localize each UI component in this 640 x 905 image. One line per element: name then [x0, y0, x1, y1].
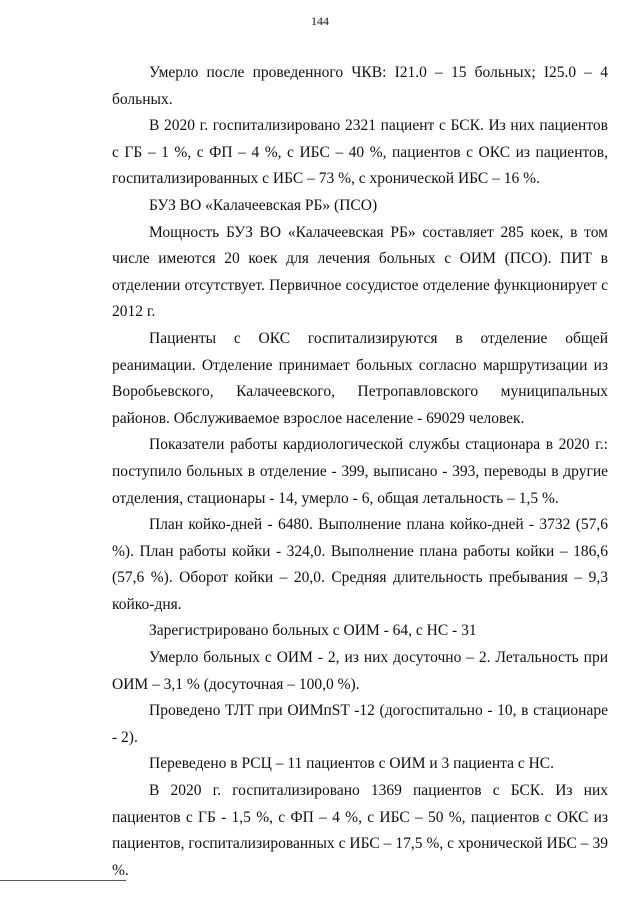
paragraph-registered-patients: Зарегистрировано больных с ОИМ - 64, с НС - 31 — [149, 622, 477, 640]
paragraph-capacity: Мощность БУЗ ВО «Калачеевская РБ» составляет 285 коек, в том числе имеются 20 коек для лечения больных с ОИМ (ПСО). ПИТ в отделении отсутствует. Первичное сосудистое отделение функционирует с 2012 г. — [112, 223, 608, 321]
paragraph-bed-days: План койко-дней - 6480. Выполнение плана койко-дней - 3732 (57,6 %). План работы койки - 324,0. Выполнение плана работы койки – 186,6 (57,6 %). Оборот койки – 20,0. Средняя длительность пребывания – 9,3 койко-дня. — [112, 516, 608, 613]
paragraph-thrombolysis: Проведено ТЛТ при ОИМпST -12 (догоспитально - 10, в стационаре - 2). — [112, 702, 608, 746]
paragraph-pci-deaths: Умерло после проведенного ЧКВ: I21.0 – 15 больных; I25.0 – 4 больных. — [112, 64, 608, 108]
footnote-separator-line — [0, 880, 126, 881]
section-heading-kalacheevskaya: БУЗ ВО «Калачеевская РБ» (ПСО) — [149, 196, 378, 214]
paragraph-transfers: Переведено в РСЦ – 11 пациентов с ОИМ и 3 пациента с НС. — [149, 755, 554, 773]
paragraph-routing: Пациенты с ОКС госпитализируются в отделение общей реанимации. Отделение принимает больных согласно маршрутизации из Воробьевского, Калачеевского, Петропавловского муниципальных районов. Обслуживаемое взрослое население - 69029 человек. — [112, 329, 608, 427]
document-body — [112, 60, 608, 884]
paragraph-mortality: Умерло больных с ОИМ - 2, из них досуточно – 2. Летальность при ОИМ – 3,1 % (досуточная – 100,0 %). — [112, 649, 608, 693]
paragraph-cardiology-indicators: Показатели работы кардиологической службы стационара в 2020 г.: поступило больных в отделение - 399, выписано - 393, переводы в другие отделения, стационары - 14, умерло - 6, общая летальность – 1,5 %. — [112, 436, 608, 507]
paragraph-hospitalization-2020-second: В 2020 г. госпитализировано 1369 пациентов с БСК. Из них пациентов с ГБ - 1,5 %, с ФП – 4 %, с ИБС – 50 %, пациентов с ОКС из пациентов, госпитализированных с ИБС – 17,5 %, с хронической ИБС – 39 %. — [112, 782, 608, 879]
page-number: 144 — [311, 14, 329, 28]
paragraph-hospitalization-2020-first: В 2020 г. госпитализировано 2321 пациент с БСК. Из них пациентов с ГБ – 1 %, с ФП – 4 %, с ИБС – 40 %, пациентов с ОКС из пациентов, госпитализированных с ИБС – 73 %, с хронической ИБС – 16 %. — [112, 117, 608, 188]
